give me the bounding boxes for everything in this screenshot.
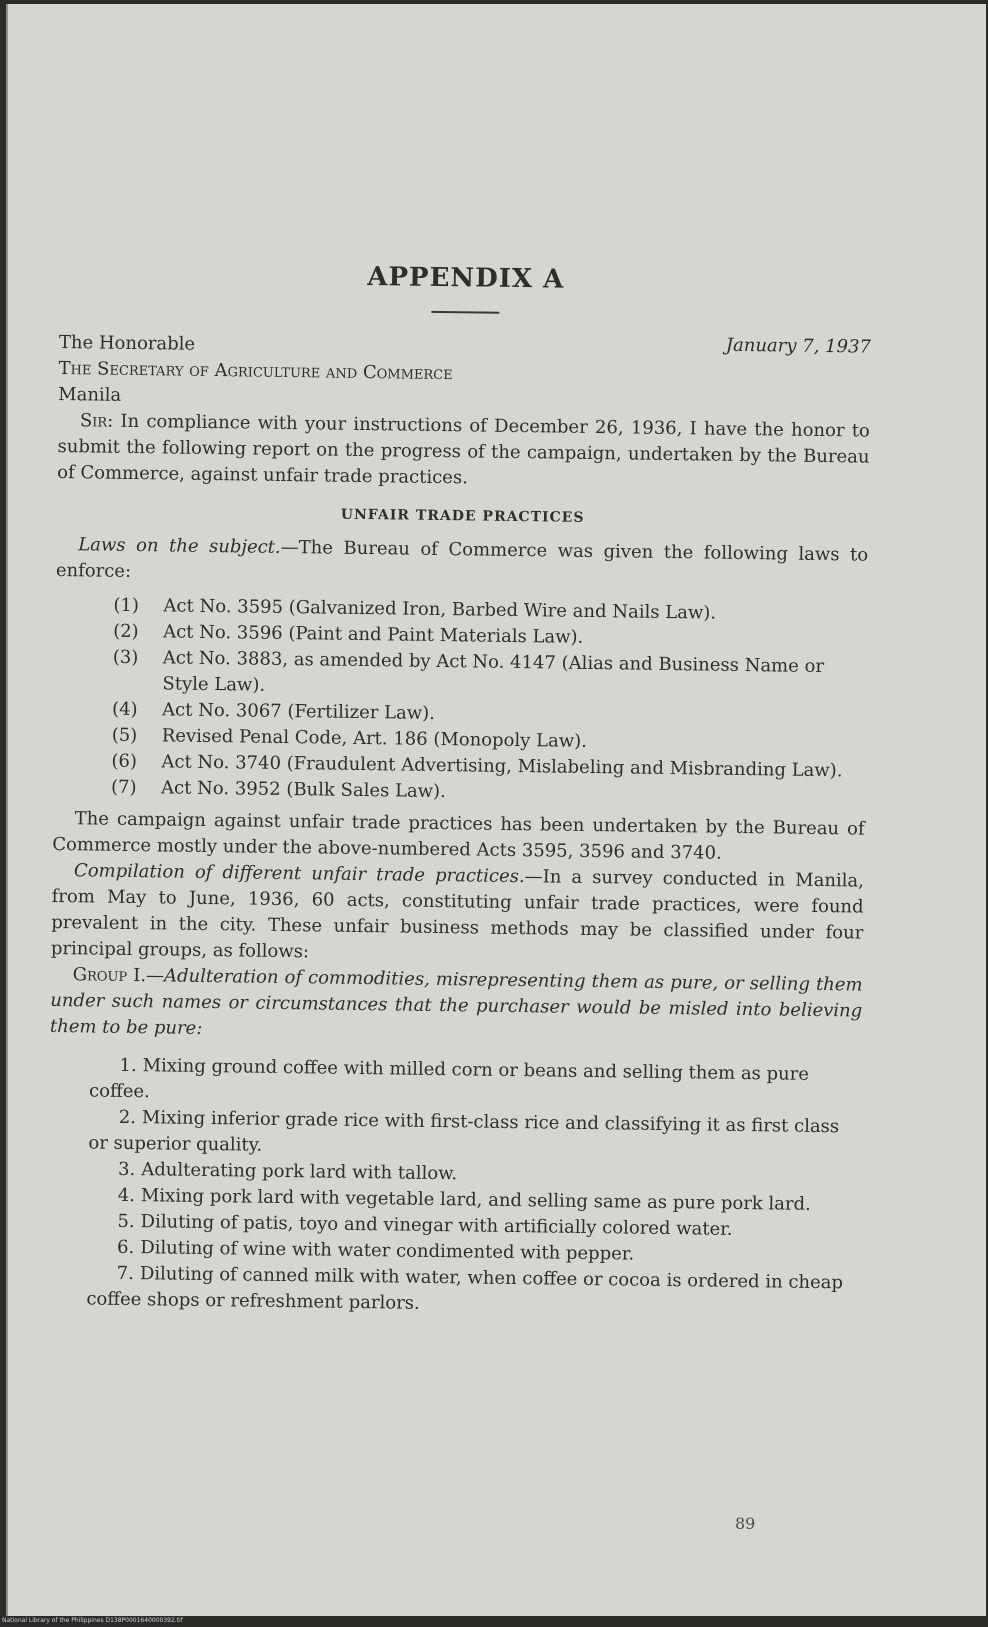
intro-text: In compliance with your instructions of December 26, 1936, I have the honor to submit the following report on the progress of the campaign, undertaken by the Bureau of Commerce, against unfair trade practices. bbox=[57, 410, 870, 489]
compilation-text: —In a survey conducted in Manila, from May to June, 1936, 60 acts, constituting unfair trade practices, were found prevalent in the city. These unfair business methods may be classified under four principal groups, as follows: bbox=[50, 866, 865, 963]
appendix-title: APPENDIX A bbox=[367, 262, 565, 295]
campaign-paragraph: The campaign against unfair trade practices has been undertaken by the Bureau of Commerce mostly under the above-numbered Acts 3595, 3596 and 3740. bbox=[52, 808, 865, 864]
list-item-text: Act No. 3596 (Paint and Paint Materials Law). bbox=[163, 621, 584, 648]
list-item-number: 5. bbox=[117, 1210, 135, 1233]
list-item-text: Diluting of canned milk with water, when coffee or cocoa is ordered in cheap coffee shops or refreshment parlors. bbox=[86, 1263, 844, 1314]
addressee-line-2: The Secretary of Agriculture and Commerce bbox=[58, 357, 453, 385]
list-item-number: (7) bbox=[110, 776, 137, 799]
list-item-text: Act No. 3883, as amended by Act No. 4147 (Alias and Business Name or Style Law). bbox=[162, 647, 825, 696]
list-item-number: (1) bbox=[113, 594, 140, 617]
group-1-list bbox=[46, 1052, 861, 1323]
list-item-text: Act No. 3595 (Galvanized Iron, Barbed Wire and Nails Law). bbox=[163, 595, 717, 624]
laws-lead: Laws on the subject. bbox=[78, 534, 281, 558]
laws-paragraph bbox=[56, 532, 869, 595]
list-item-number: 7. bbox=[116, 1262, 135, 1285]
addressee-line-1: The Honorable bbox=[58, 331, 196, 355]
list-item-text: Mixing inferior grade rice with first-class rice and classifying it as first class or superior quality. bbox=[88, 1107, 840, 1156]
list-item-number: (3) bbox=[112, 646, 139, 669]
list-item-text: Mixing pork lard with vegetable lard, and selling same as pure pork lard. bbox=[140, 1185, 811, 1215]
list-item-number: (5) bbox=[111, 724, 138, 747]
scan-footer: National Library of the Philippines D138P0001640000392.tif bbox=[2, 1617, 183, 1624]
group-1-label: Group I. bbox=[72, 964, 147, 987]
salutation: Sir: bbox=[79, 410, 114, 432]
title-rule bbox=[431, 311, 499, 314]
list-item-number: (2) bbox=[113, 620, 139, 643]
list-item-text: Revised Penal Code, Art. 186 (Monopoly Law). bbox=[161, 725, 588, 752]
list-item-number: 3. bbox=[117, 1158, 136, 1181]
list-item-text: Diluting of patis, toyo and vinegar with artificially colored water. bbox=[140, 1211, 733, 1240]
section-heading: UNFAIR TRADE PRACTICES bbox=[340, 506, 585, 526]
list-item-number: 4. bbox=[117, 1184, 136, 1207]
laws-text: —The Bureau of Commerce was given the following laws to enforce: bbox=[55, 536, 869, 582]
list-item bbox=[56, 1260, 859, 1322]
list-item-number: 2. bbox=[118, 1106, 137, 1129]
list-item-text: Diluting of wine with water condimented with pepper. bbox=[140, 1237, 635, 1265]
compilation-lead: Compilation of different unfair trade practices. bbox=[73, 860, 525, 888]
list-item-text: Adulterating pork lard with tallow. bbox=[141, 1159, 458, 1185]
letter-date: January 7, 1937 bbox=[725, 334, 872, 358]
group-1-paragraph bbox=[50, 962, 863, 1051]
list-item-number: 6. bbox=[116, 1236, 135, 1259]
list-item-number: (6) bbox=[111, 750, 138, 773]
intro-paragraph bbox=[57, 408, 870, 497]
page-content bbox=[46, 260, 872, 1323]
laws-list bbox=[53, 592, 868, 811]
document-page bbox=[6, 4, 986, 1616]
list-item-text: Act No. 3067 (Fertilizer Law). bbox=[161, 699, 436, 724]
group-1-text: —Adulteration of commodities, misrepresenting them as pure, or selling them under such names or circumstances that the purchaser would be misled into believing them to be pure: bbox=[49, 965, 863, 1039]
list-item-number: (4) bbox=[111, 698, 138, 721]
page-number: 89 bbox=[735, 1514, 756, 1533]
addressee-line-3: Manila bbox=[58, 383, 122, 406]
list-item-text: Act No. 3952 (Bulk Sales Law). bbox=[160, 777, 446, 803]
list-item-text: Mixing ground coffee with milled corn or beans and selling them as pure coffee. bbox=[88, 1055, 810, 1103]
compilation-paragraph bbox=[51, 858, 864, 973]
list-item-text: Act No. 3740 (Fraudulent Advertising, Mislabeling and Misbranding Law). bbox=[161, 751, 843, 782]
list-item-number: 1. bbox=[119, 1054, 137, 1077]
